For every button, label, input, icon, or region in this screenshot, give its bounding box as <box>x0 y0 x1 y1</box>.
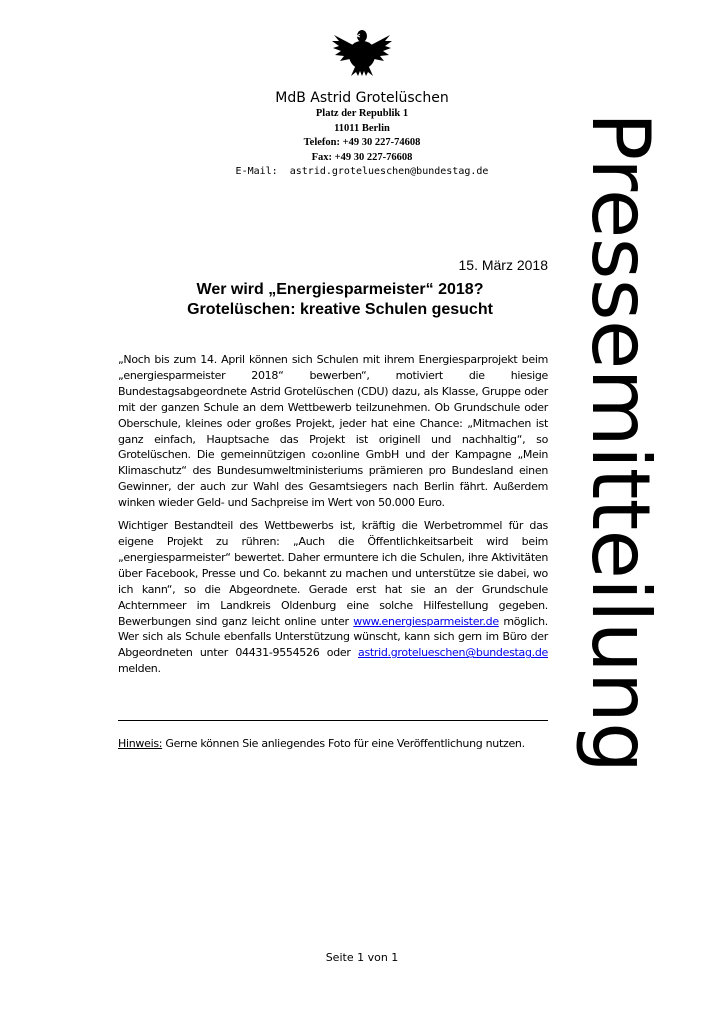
letterhead-phone: Telefon: +49 30 227-74608 <box>303 137 421 148</box>
press-date: 15. März 2018 <box>458 257 548 273</box>
headline-line-2: Grotelüschen: kreative Schulen gesucht <box>187 301 493 318</box>
letterhead-email-row <box>170 165 554 179</box>
energiesparmeister-link[interactable]: www.energiesparmeister.de <box>353 614 499 628</box>
federal-eagle-icon <box>331 25 393 77</box>
body-paragraph-2 <box>118 518 548 677</box>
letterhead-fax: Fax: +49 30 227-76608 <box>311 151 413 163</box>
headline-line-1: Wer wird „Energiesparmeister“ 2018? <box>196 281 484 298</box>
divider-line <box>118 720 548 721</box>
paragraph-2-text-a: Wichtiger Bestandteil des Wettbewerbs ist, kräftig die Werbetrommel für das eigene Projekt zu rühren: „Auch die Öffentlichkeitsarbeit wird beim „energiesparmeister“ bewertet. Daher ermuntere ich die Schulen, ihre Aktivitäten über Facebook, Presse und Co. bekannt zu machen und unterstütze sie dabei, wo ich kann“, so die Abgeordnete. Gerade erst hat sie an der Grundschule Achternmeer im Landkreis Oldenburg eine solche Hilfestellung gegeben. Bewerbungen sind ganz leicht online unter <box>118 519 548 628</box>
letterhead-name: MdB Astrid Grotelüschen <box>275 90 449 106</box>
note-text: Gerne können Sie anliegendes Foto für eine Veröffentlichung nutzen. <box>162 737 525 750</box>
headline <box>120 280 560 320</box>
page-footer: Seite 1 von 1 <box>325 951 399 964</box>
letterhead <box>170 90 554 179</box>
paragraph-2-text-b: möglich. Wer sich als Schule ebenfalls Unterstützung wünscht, kann sich gern im Büro der Abgeordneten unter 04431-9554526 oder <box>118 614 549 660</box>
side-title-pressemitteilung: Pressemitteilung <box>574 112 667 773</box>
note-label: Hinweis: <box>118 737 163 750</box>
paragraph-2-text-c: melden. <box>118 662 161 676</box>
email-link[interactable]: astrid.grotelueschen@bundestag.de <box>358 646 548 660</box>
letterhead-address: Platz der Republik 1 <box>315 108 409 119</box>
body-paragraph-1: „Noch bis zum 14. April können sich Schulen mit ihrem Energiesparprojekt beim „energiesparmeister 2018“ bewerben“, motiviert die hiesige Bundestagsabgeordnete Astrid Grotelüschen (CDU) dazu, als Klasse, Gruppe oder mit der ganzen Schule an dem Wettbewerb teilzunehmen. Ob Grundschule oder Oberschule, kleines oder großes Projekt, jeder hat eine Chance: „Mitmachen ist ganz einfach, Hauptsache das Projekt ist originell und nachhaltig“, so Grotelüschen. Die gemeinnützigen co₂online GmbH und der Kampagne „Mein Klimaschutz“ des Bundesumweltministeriums prämieren pro Bundesland einen Gewinner, der auch zur Wahl des Gesamtsiegers nach Berlin fährt. Außerdem winken wieder Geld- und Sachpreise im Wert von 50.000 Euro. <box>118 353 548 510</box>
letterhead-city: 11011 Berlin <box>334 122 390 134</box>
photo-note <box>118 737 558 750</box>
letterhead-email: astrid.grotelueschen@bundestag.de <box>289 166 489 177</box>
body-text <box>118 352 548 684</box>
letterhead-email-label: E-Mail: <box>235 166 278 177</box>
